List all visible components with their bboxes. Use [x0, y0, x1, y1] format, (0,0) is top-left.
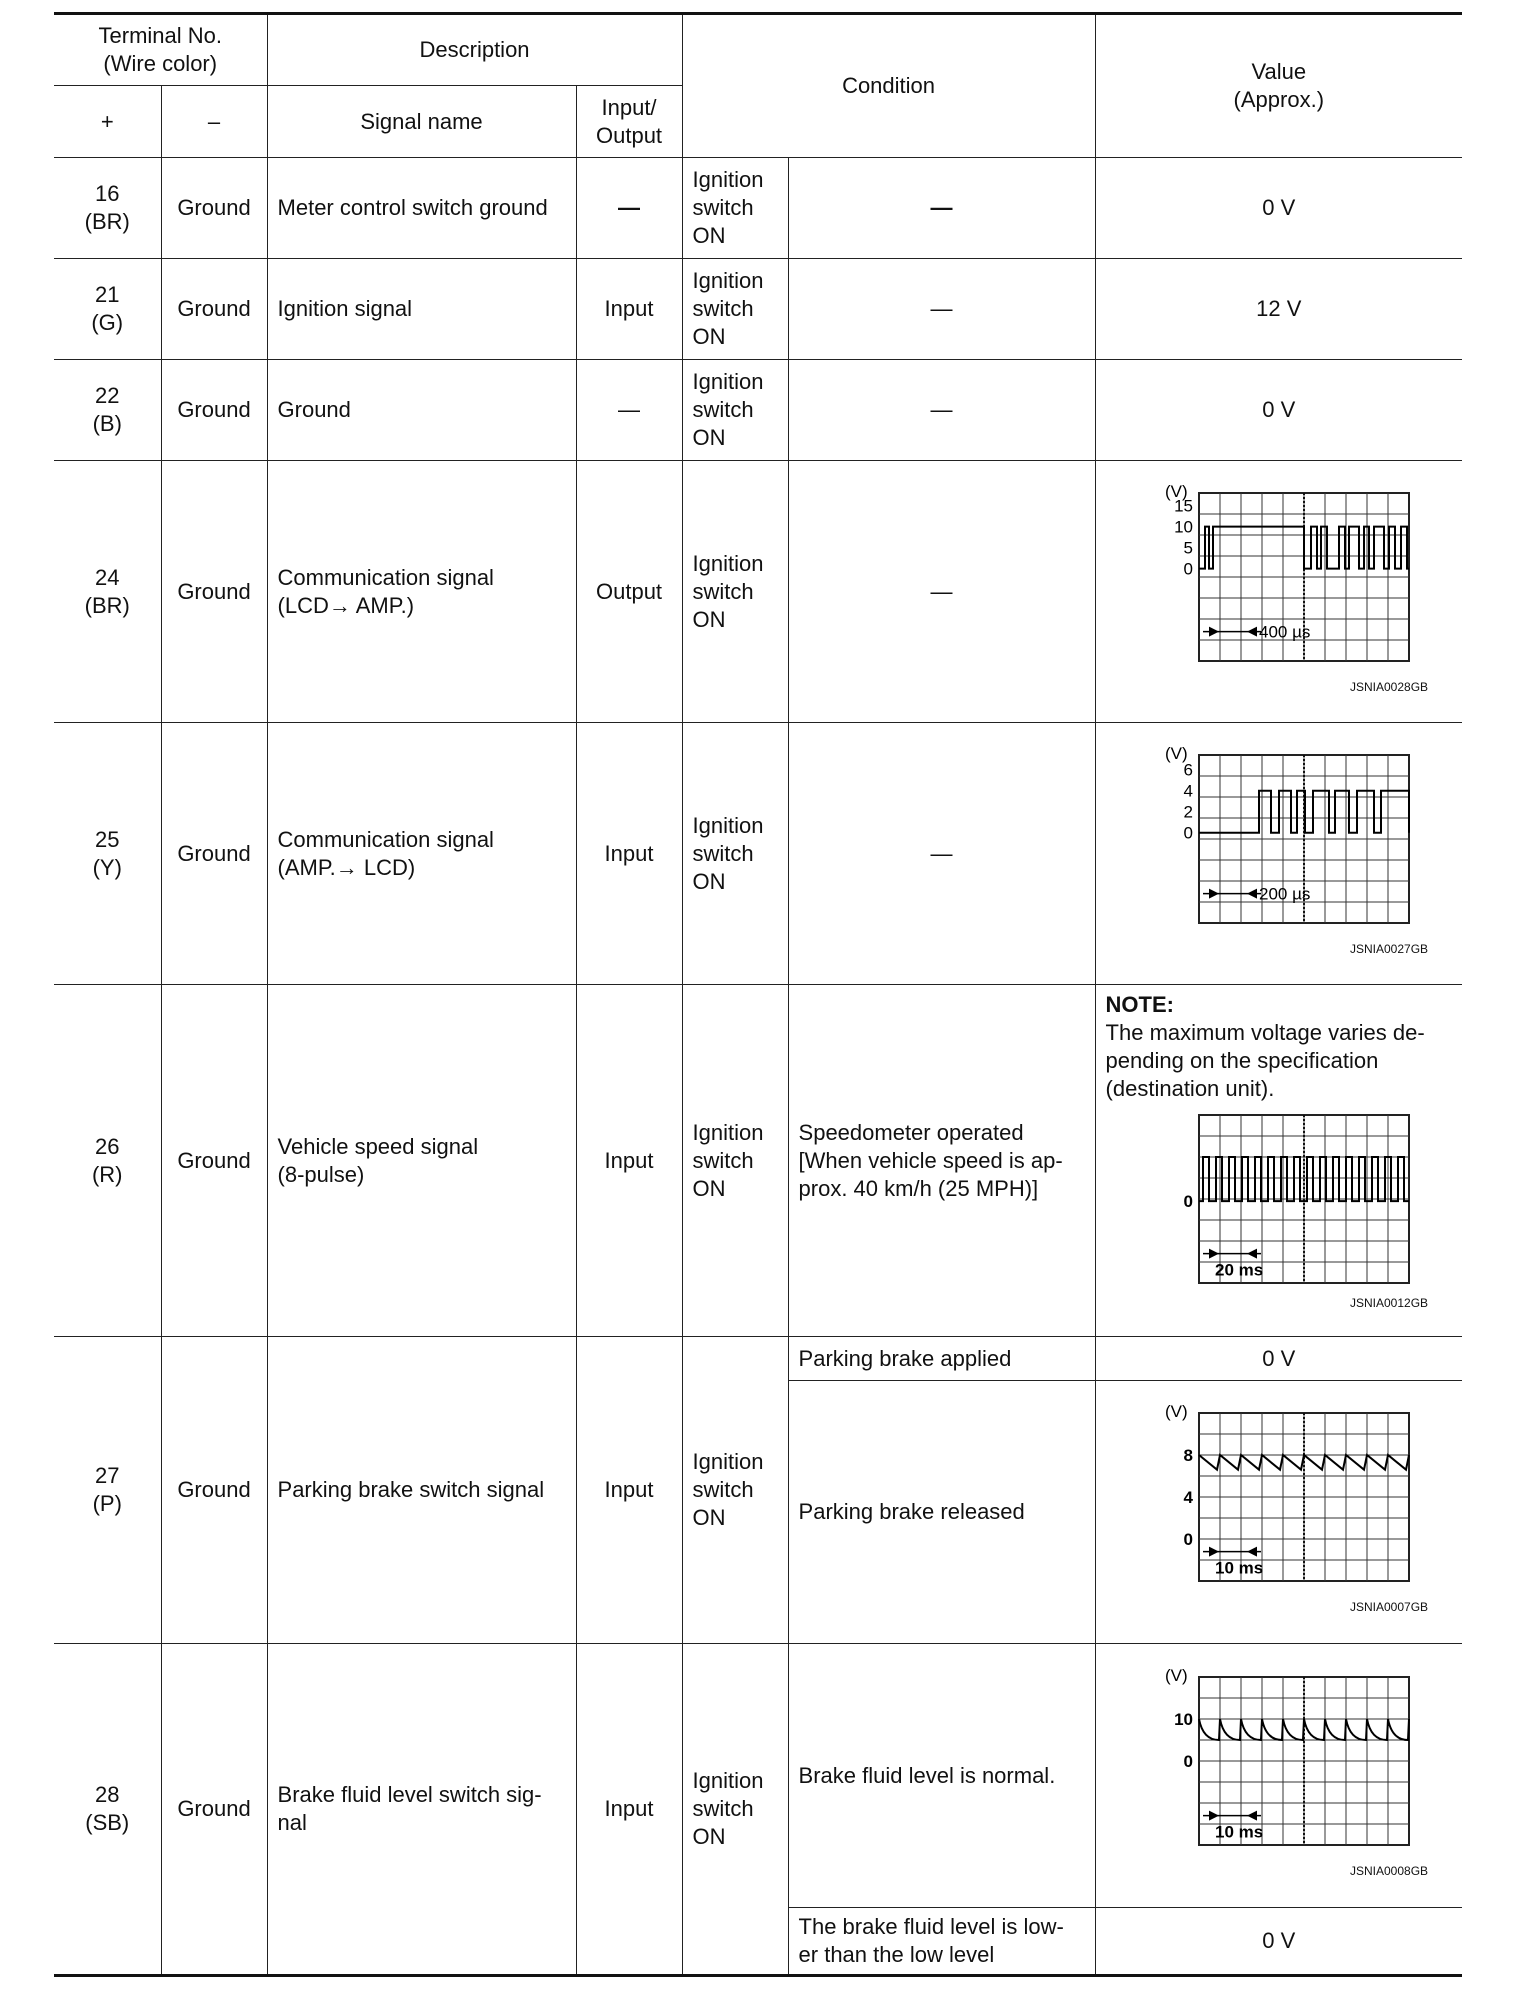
waveform-parking-brake	[1129, 1403, 1429, 1593]
minus-cell: Ground	[161, 1337, 267, 1644]
condition-cell: —	[788, 360, 1095, 461]
time-marker-arrow	[1247, 1547, 1257, 1557]
waveform-figure	[1106, 483, 1453, 701]
minus-cell: Ground	[161, 985, 267, 1337]
condition-cell: Speedometer operated [When vehicle speed is ap- prox. 40 km/h (25 MPH)]	[788, 985, 1095, 1337]
table-row	[54, 1337, 1462, 1381]
waveform-figure	[1106, 1403, 1453, 1621]
value-cell: 0 V	[1095, 158, 1462, 259]
signal-cell: Communication signal (LCD→ AMP.)	[267, 461, 576, 723]
condition-cell: —	[788, 723, 1095, 985]
waveform-figure	[1106, 745, 1453, 963]
signal-cell: Ignition signal	[267, 259, 576, 360]
y-tick-label: 0	[1183, 1192, 1193, 1212]
y-tick-label: 2	[1183, 802, 1193, 822]
condition-cell: —	[788, 259, 1095, 360]
waveform-trace	[1199, 1719, 1409, 1740]
terminal-cell: 27 (P)	[54, 1337, 161, 1644]
condition-cell: Brake fluid level is normal.	[788, 1644, 1095, 1908]
table-row	[54, 360, 1462, 461]
time-division-label: 200 µs	[1258, 884, 1311, 904]
io-cell: Input	[576, 723, 682, 985]
time-marker-arrow	[1247, 888, 1257, 898]
value-cell: 0 V	[1095, 360, 1462, 461]
y-tick-label: 0	[1183, 559, 1193, 579]
time-division-label: 10 ms	[1214, 1558, 1263, 1578]
waveform-vehicle-speed	[1129, 1111, 1429, 1289]
note-text: The maximum voltage varies de- pending on the specification (destination unit).	[1105, 1020, 1425, 1101]
time-marker-arrow	[1247, 626, 1257, 636]
time-marker-arrow	[1209, 1547, 1219, 1557]
y-tick-label: 4	[1183, 1488, 1193, 1507]
y-tick-label: 0	[1183, 823, 1193, 843]
figure-id: JSNIA0012GB	[1350, 1296, 1429, 1310]
time-marker-arrow	[1209, 1249, 1219, 1259]
y-tick-label: 0	[1183, 1751, 1193, 1771]
header-condition: Condition	[682, 14, 1095, 158]
terminal-cell: 21 (G)	[54, 259, 161, 360]
ignition-cell: Ignition switch ON	[682, 158, 788, 259]
minus-cell: Ground	[161, 259, 267, 360]
header-terminal: Terminal No. (Wire color)	[54, 14, 267, 86]
ignition-cell: Ignition switch ON	[682, 461, 788, 723]
y-tick-label: 10	[1173, 1709, 1193, 1729]
signal-cell: Meter control switch ground	[267, 158, 576, 259]
signal-cell: Vehicle speed signal (8-pulse)	[267, 985, 576, 1337]
table-row	[54, 723, 1462, 985]
terminal-cell: 16 (BR)	[54, 158, 161, 259]
minus-cell: Ground	[161, 1644, 267, 1976]
figure-id: JSNIA0027GB	[1350, 941, 1429, 956]
waveform-brake-fluid	[1129, 1667, 1429, 1857]
value-cell: 12 V	[1095, 259, 1462, 360]
unit-label: (V)	[1164, 744, 1188, 763]
minus-cell: Ground	[161, 158, 267, 259]
waveform-trace	[1199, 526, 1409, 568]
ignition-cell: Ignition switch ON	[682, 723, 788, 985]
io-cell: —	[576, 360, 682, 461]
y-tick-label: 5	[1183, 538, 1193, 558]
io-cell: —	[576, 158, 682, 259]
value-cell	[1095, 1381, 1462, 1644]
minus-cell: Ground	[161, 360, 267, 461]
table-row	[54, 259, 1462, 360]
terminal-cell: 26 (R)	[54, 985, 161, 1337]
unit-label: (V)	[1164, 1666, 1188, 1685]
y-tick-label: 15	[1173, 496, 1193, 516]
value-cell	[1095, 723, 1462, 985]
ignition-cell: Ignition switch ON	[682, 360, 788, 461]
io-cell: Output	[576, 461, 682, 723]
signal-cell: Parking brake switch signal	[267, 1337, 576, 1644]
y-tick-label: 8	[1183, 1446, 1193, 1465]
value-cell: 0 V	[1095, 1908, 1462, 1976]
ignition-cell: Ignition switch ON	[682, 1644, 788, 1976]
time-marker-arrow	[1209, 626, 1219, 636]
header-io: Input/ Output	[576, 86, 682, 158]
value-cell	[1095, 985, 1462, 1337]
ignition-cell: Ignition switch ON	[682, 259, 788, 360]
time-marker-arrow	[1209, 888, 1219, 898]
table-row	[54, 985, 1462, 1337]
io-cell: Input	[576, 1337, 682, 1644]
y-tick-label: 6	[1183, 760, 1193, 780]
minus-cell: Ground	[161, 723, 267, 985]
ignition-cell: Ignition switch ON	[682, 1337, 788, 1644]
time-division-label: 10 ms	[1214, 1822, 1263, 1842]
ignition-cell: Ignition switch ON	[682, 985, 788, 1337]
header-minus: –	[161, 86, 267, 158]
unit-label: (V)	[1164, 1403, 1188, 1421]
terminal-cell: 24 (BR)	[54, 461, 161, 723]
terminal-cell: 22 (B)	[54, 360, 161, 461]
time-marker-arrow	[1209, 1810, 1219, 1820]
terminal-table	[54, 12, 1462, 1977]
condition-cell: —	[788, 158, 1095, 259]
condition-cell: Parking brake released	[788, 1381, 1095, 1644]
io-cell: Input	[576, 985, 682, 1337]
io-cell: Input	[576, 259, 682, 360]
minus-cell: Ground	[161, 461, 267, 723]
table-row	[54, 1644, 1462, 1908]
condition-cell: The brake fluid level is low- er than the low level	[788, 1908, 1095, 1976]
y-tick-label: 4	[1183, 781, 1193, 801]
terminal-cell: 25 (Y)	[54, 723, 161, 985]
value-cell	[1095, 1644, 1462, 1908]
io-cell: Input	[576, 1644, 682, 1976]
header-plus: +	[54, 86, 161, 158]
figure-id: JSNIA0008GB	[1350, 1863, 1429, 1878]
figure-id: JSNIA0007GB	[1350, 1600, 1429, 1614]
time-division-label: 20 ms	[1214, 1260, 1263, 1280]
header-signal-name: Signal name	[267, 86, 576, 158]
signal-cell: Communication signal (AMP.→ LCD)	[267, 723, 576, 985]
scope-grid	[1199, 1677, 1409, 1845]
condition-cell: —	[788, 461, 1095, 723]
header-description: Description	[267, 14, 682, 86]
figure-id: JSNIA0028GB	[1350, 679, 1429, 694]
table-row	[54, 158, 1462, 259]
y-tick-label: 10	[1173, 517, 1193, 537]
note-title: NOTE:	[1105, 992, 1174, 1017]
table-row	[54, 461, 1462, 723]
signal-cell: Ground	[267, 360, 576, 461]
unit-label: (V)	[1164, 482, 1188, 501]
value-cell: 0 V	[1095, 1337, 1462, 1381]
terminal-cell: 28 (SB)	[54, 1644, 161, 1976]
time-marker-arrow	[1247, 1810, 1257, 1820]
header-value: Value (Approx.)	[1095, 14, 1462, 158]
waveform-figure	[1106, 1111, 1453, 1317]
condition-cell: Parking brake applied	[788, 1337, 1095, 1381]
time-marker-arrow	[1247, 1249, 1257, 1259]
signal-cell: Brake fluid level switch sig- nal	[267, 1644, 576, 1976]
waveform-figure	[1106, 1667, 1453, 1885]
time-division-label: 400 µs	[1258, 622, 1311, 642]
waveform-comm-lcd-amp	[1129, 483, 1429, 673]
waveform-comm-amp-lcd	[1129, 745, 1429, 935]
y-tick-label: 0	[1183, 1530, 1193, 1549]
scope-grid	[1199, 1413, 1409, 1581]
value-cell	[1095, 461, 1462, 723]
